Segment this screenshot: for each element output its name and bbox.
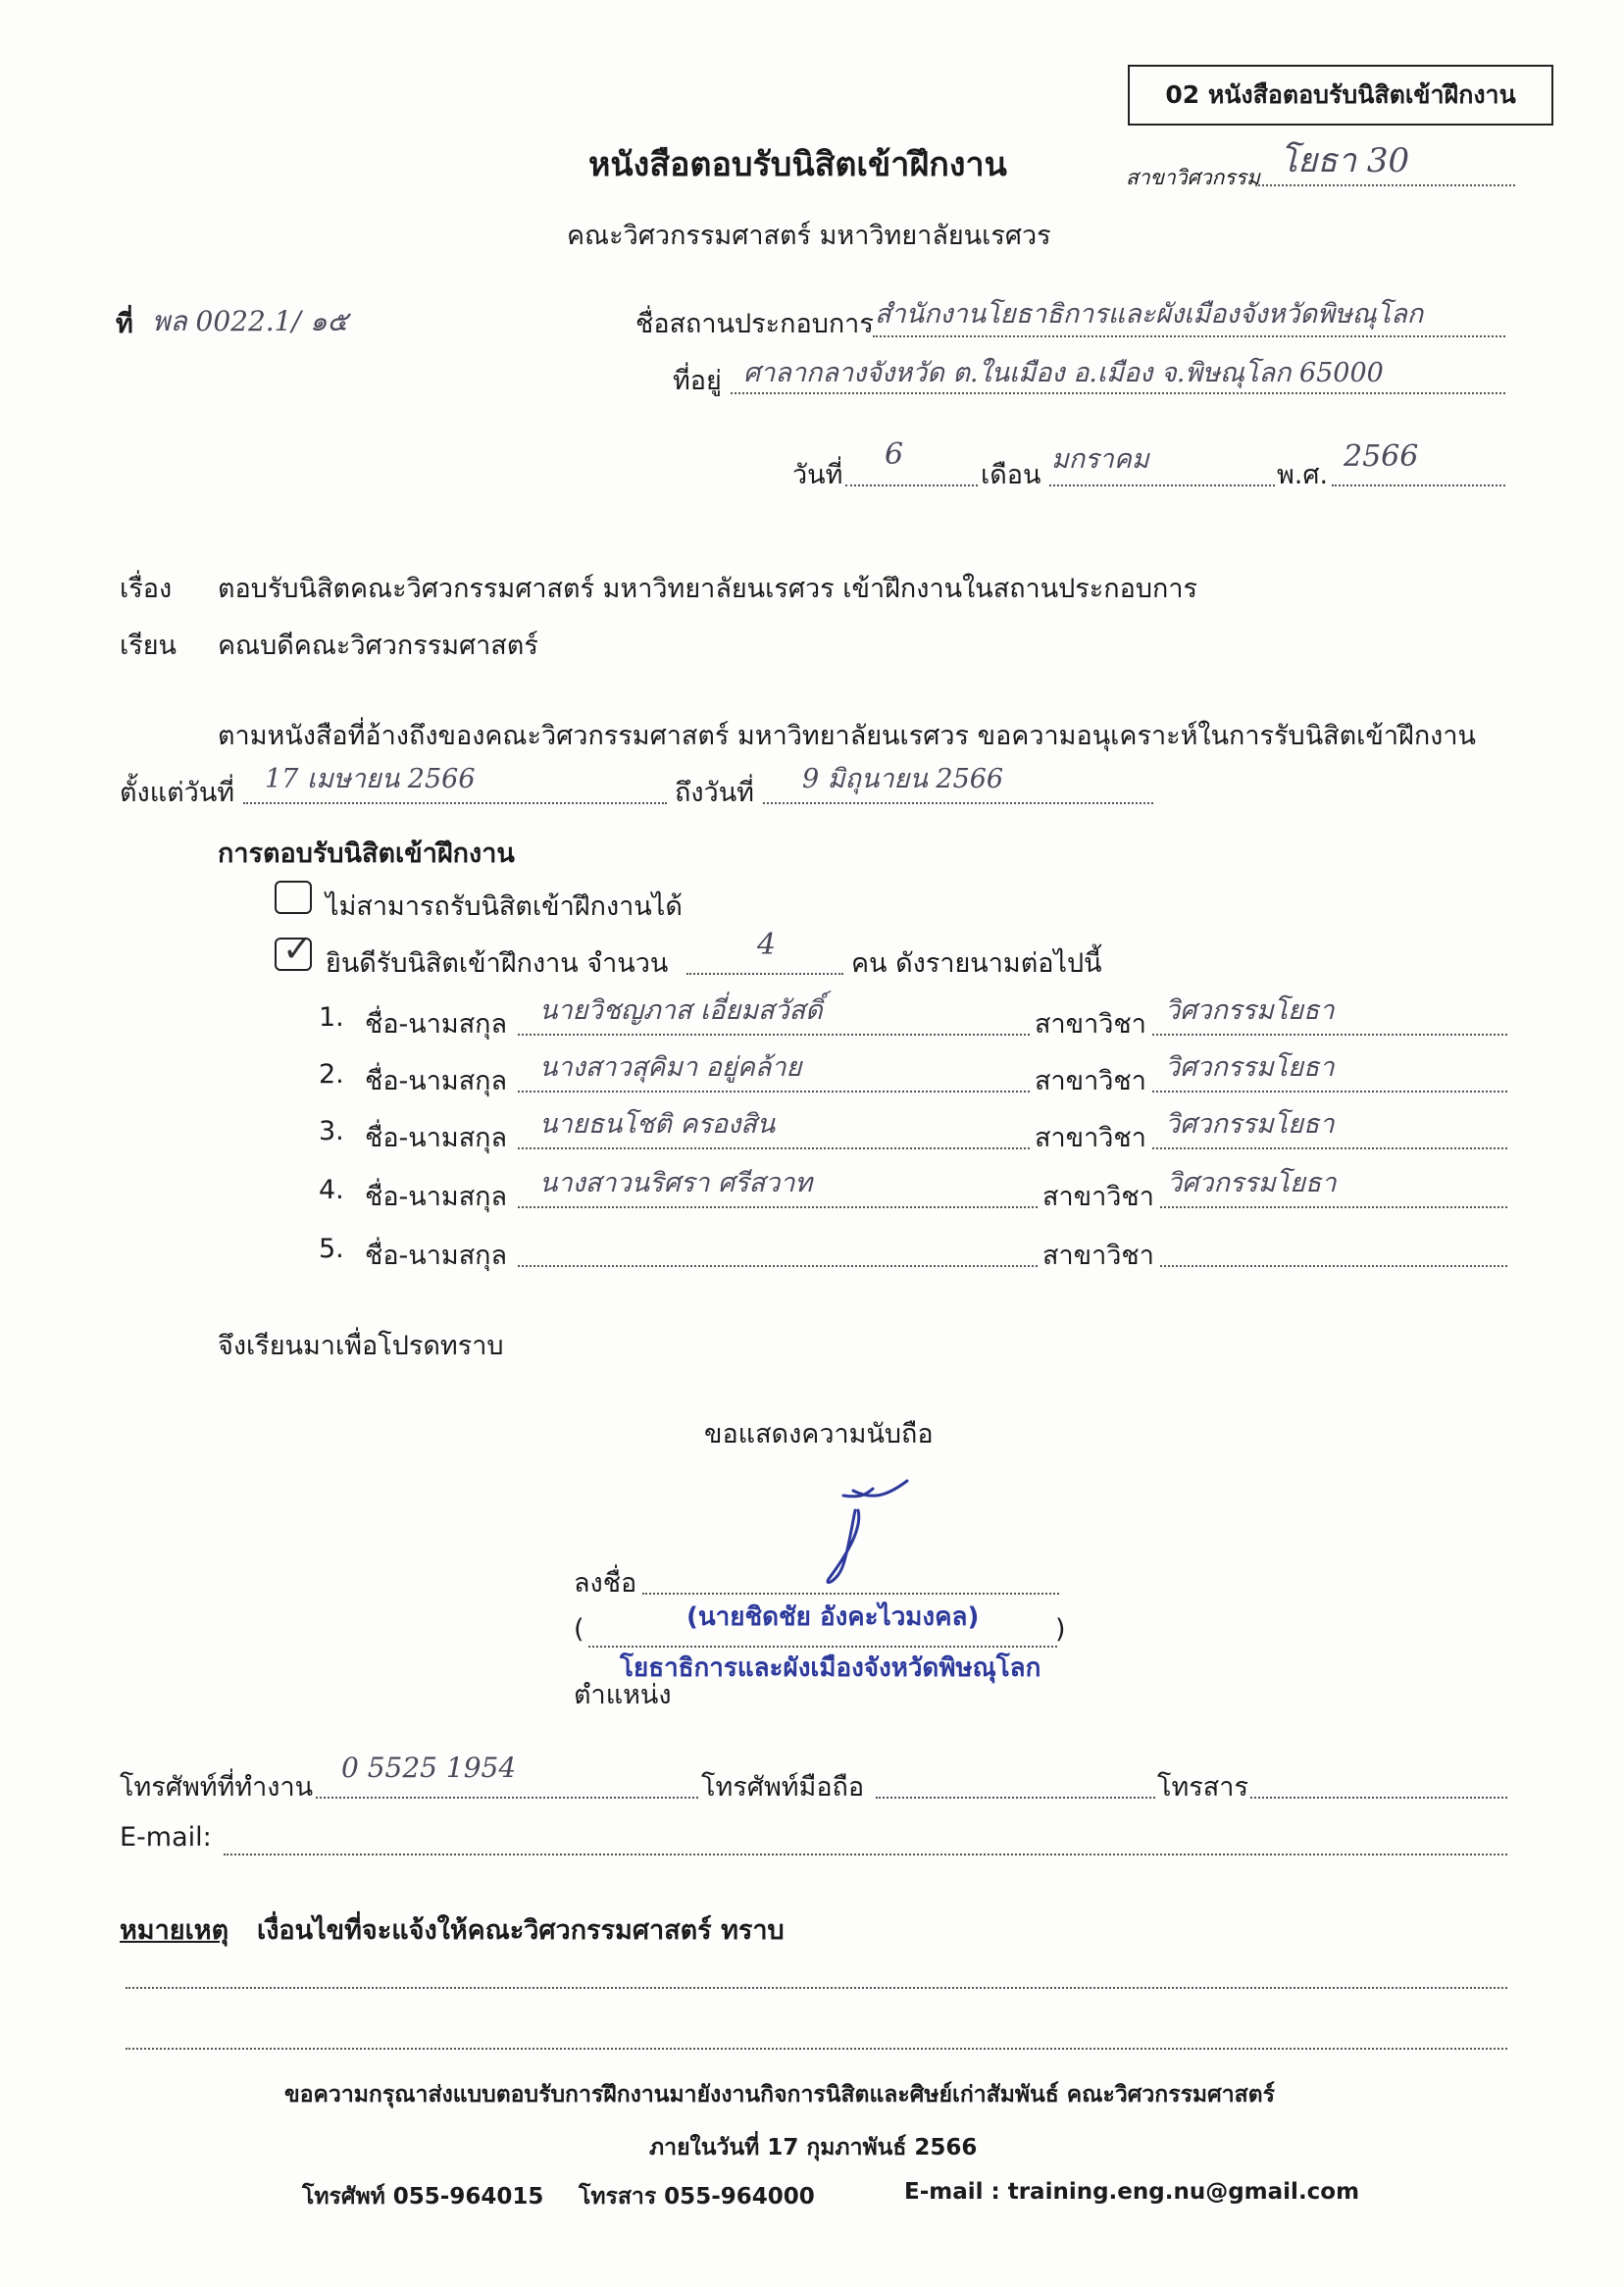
student-name: นายวิชญภาส เอี่ยมสวัสดิ์ [539,995,823,1026]
accept-count-dots [686,973,843,975]
office-phone-label: โทรศัพท์ที่ทำงาน [120,1772,314,1803]
reject-checkbox[interactable] [275,881,312,914]
student-major-label: สาขาวิชา [1035,1066,1146,1096]
note-label: หมายเหตุ [120,1915,229,1946]
branch-value: โยธา 30 [1280,141,1410,180]
mobile-label: โทรศัพท์มือถือ [701,1772,865,1803]
footer-fax: โทรสาร 055-964000 [579,2184,815,2210]
student-name-label: ชื่อ-นามสกุล [365,1123,508,1153]
student-major-dots [1160,1265,1507,1267]
position-stamp: โยธาธิการและผังเมืองจังหวัดพิษณุโลก [620,1653,1041,1683]
date-month-value: มกราคม [1051,444,1149,475]
date-year-label: พ.ศ. [1277,460,1329,490]
from-dots [243,802,667,804]
document-subtitle: คณะวิศวกรรมศาสตร์ มหาวิทยาลัยนเรศวร [567,221,1051,251]
closing-text: จึงเรียนมาเพื่อโปรดทราบ [218,1331,504,1361]
note-dots-2 [126,2048,1507,2050]
to-label: เรียน [120,631,178,661]
mobile-dots [876,1797,1155,1799]
close-paren: ) [1055,1614,1066,1645]
footer-line-1: ขอความกรุณาส่งแบบตอบรับการฝึกงานมายังงานกิจการนิสิตและศิษย์เก่าสัมพันธ์ คณะวิศวกรรมศาสตร์ [284,2082,1275,2108]
form-code-box [1128,65,1553,126]
footer-phone: โทรศัพท์ 055-964015 [302,2184,544,2210]
student-name-dots [518,1034,1030,1036]
student-major-label: สาขาวิชา [1035,1009,1146,1040]
student-no: 1. [319,1002,344,1033]
doc-no-value: พล 0022.1/ ๑๕ [152,305,348,337]
student-major-label: สาขาวิชา [1042,1182,1154,1212]
accept-suffix: คน ดังรายนามต่อไปนี้ [851,948,1102,979]
student-name-dots [518,1147,1030,1149]
date-day-value: 6 [885,437,904,472]
date-day-label: วันที่ [792,460,843,490]
accept-label: ยินดีรับนิสิตเข้าฝึกงาน จำนวน [326,948,669,979]
student-major: วิศวกรรมโยธา [1165,1109,1335,1140]
student-name: นายธนโชติ ครองสิน [539,1109,776,1140]
position-label: ตำแหน่ง [574,1680,672,1710]
fax-label: โทรสาร [1157,1772,1248,1803]
student-no: 4. [319,1175,344,1205]
footer-line-2: ภายในวันที่ 17 กุมภาพันธ์ 2566 [649,2135,978,2160]
form-code-label: 02 หนังสือตอบรับนิสิตเข้าฝึกงาน [1165,80,1516,109]
company-dots [873,335,1505,337]
body-text: ตามหนังสือที่อ้างถึงของคณะวิศวกรรมศาสตร์ มหาวิทยาลัยนเรศวร ขอความอนุเคราะห์ในการรับนิสิตเข้าฝึกงาน [218,721,1476,751]
signature-scribble [814,1471,932,1599]
address-label: ที่อยู่ [673,366,722,396]
open-paren: ( [574,1614,584,1645]
student-name-label: ชื่อ-นามสกุล [365,1182,508,1212]
student-name: นางสาวสุคิมา อยู่คล้าย [539,1052,802,1083]
student-major-label: สาขาวิชา [1035,1123,1146,1153]
date-month-dots [1049,484,1275,486]
accept-count-value: 4 [757,928,777,962]
date-day-dots [845,484,978,486]
student-name-dots [518,1091,1030,1093]
from-label: ตั้งแต่วันที่ [120,778,235,808]
from-value: 17 เมษายน 2566 [265,764,476,794]
to-date-dots [763,802,1153,804]
note-text: เงื่อนไขที่จะแจ้งให้คณะวิศวกรรมศาสตร์ ทราบ [257,1915,785,1946]
reject-label: ไม่สามารถรับนิสิตเข้าฝึกงานได้ [326,891,683,922]
student-no: 5. [319,1234,344,1264]
student-major: วิศวกรรมโยธา [1167,1168,1337,1198]
subject-label: เรื่อง [120,574,173,604]
date-year-value: 2566 [1344,439,1419,474]
student-major-dots [1152,1091,1507,1093]
student-major-dots [1160,1206,1507,1208]
sign-label: ลงชื่อ [574,1568,637,1599]
email-label: E-mail: [120,1822,212,1853]
office-phone-value: 0 5525 1954 [341,1752,517,1784]
office-phone-dots [316,1797,698,1799]
sign-dots [642,1593,1059,1595]
to-text: คณบดีคณะวิศวกรรมศาสตร์ [218,631,538,661]
to-date-label: ถึงวันที่ [675,778,754,808]
date-month-label: เดือน [981,460,1041,490]
address-value: ศาลากลางจังหวัด ต.ในเมือง อ.เมือง จ.พิษณุโลก 65000 [743,358,1384,388]
response-heading: การตอบรับนิสิตเข้าฝึกงาน [218,839,515,869]
regards-text: ขอแสดงความนับถือ [704,1419,934,1449]
student-major-dots [1152,1147,1507,1149]
subject-text: ตอบรับนิสิตคณะวิศวกรรมศาสตร์ มหาวิทยาลัยนเรศวร เข้าฝึกงานในสถานประกอบการ [218,574,1198,604]
document-title: หนังสือตอบรับนิสิตเข้าฝึกงาน [588,145,1007,184]
email-dots [224,1854,1507,1855]
note-dots-1 [126,1987,1507,1989]
company-value: สำนักงานโยธาธิการและผังเมืองจังหวัดพิษณุโลก [875,299,1424,330]
student-no: 3. [319,1116,344,1146]
doc-no-label: ที่ [116,309,133,339]
signer-name-stamp: (นายชิดชัย อังคะไวมงคล) [686,1602,980,1632]
to-date-value: 9 มิถุนายน 2566 [802,764,1004,794]
student-name-dots [518,1206,1038,1208]
student-no: 2. [319,1059,344,1090]
branch-label: สาขาวิศวกรรม [1126,166,1260,189]
student-name-label: ชื่อ-นามสกุล [365,1009,508,1040]
student-major-dots [1152,1034,1507,1036]
fax-dots [1250,1797,1507,1799]
student-major-label: สาขาวิชา [1042,1241,1154,1271]
student-name-label: ชื่อ-นามสกุล [365,1066,508,1096]
student-name-dots [518,1265,1038,1267]
student-major: วิศวกรรมโยธา [1165,995,1335,1026]
accept-checkbox[interactable] [275,930,313,971]
footer-email: E-mail : training.eng.nu@gmail.com [904,2179,1360,2205]
student-name: นางสาวนริศรา ศรีสวาท [539,1168,813,1198]
student-name-label: ชื่อ-นามสกุล [365,1241,508,1271]
company-label: ชื่อสถานประกอบการ [635,309,874,339]
date-year-dots [1332,484,1505,486]
check-icon: ✓ [282,930,313,970]
student-major: วิศวกรรมโยธา [1165,1052,1335,1083]
